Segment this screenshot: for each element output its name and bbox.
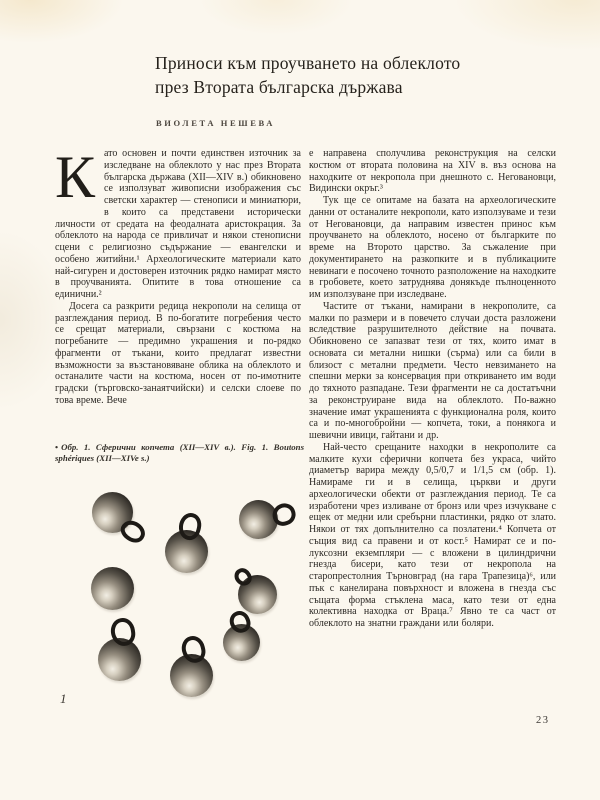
paragraph bbox=[55, 148, 301, 301]
left-column bbox=[55, 148, 301, 444]
paragraph: Тук ще се опитаме на базата на археологическите данни от останалите некрополи, като използуваме и тези от Неговановци, да направим известен принос към проучването на облеклото, носено от българките по време на Второто царство. За съжаление при документирането на разкопките и в публикациите невинаги е посочено точното разположение на находките в гробовете, което затруднява донякъде пълноценното им използуване при изследване. bbox=[309, 195, 556, 300]
spherical-button-photo-1 bbox=[92, 492, 133, 533]
author-name: ВИОЛЕТА НЕШЕВА bbox=[156, 118, 275, 128]
spherical-button-photo-5 bbox=[238, 575, 277, 614]
spherical-button-photo-2 bbox=[165, 530, 208, 573]
button-loop bbox=[117, 516, 149, 547]
spherical-button-photo-6 bbox=[98, 638, 141, 681]
button-loop bbox=[179, 634, 208, 666]
paragraph: Частите от тъкани, намирани в некрополите, са малки по размери и в повечето случаи доста разложени вследствие разрушителното действие на почвата. Обикновено се запазват тези от тях, които имат в основата си метални нишки (сърма) или са били в близост с метални предмети. Често невзимането на спешни мерки за консервация при откриването им води до тяхното разпадане. Тези фрагменти не са достатъчни за реконструиране вида на облеклото. По-важно значение имат украшенията с функционална роля, които са и по-многобройни — копчета, токи, а понякога и шевични ивици, гайтани и др. bbox=[309, 300, 556, 441]
title-line-1: Приноси към проучването на облеклото bbox=[155, 53, 461, 73]
paragraph: е направена сполучлива реконструкция на селски костюм от втората половина на XIV в. въз основа на находките от некропола при днешното с. Неговановци, Видински окръг.³ bbox=[309, 148, 556, 195]
figure-photo-buttons bbox=[55, 468, 305, 768]
paragraph-text: ато основен и почти единствен източник за изследване на облеклото у нас през Втората българска държава (XII—XIV в.) обикновено се използуват живописни изображения със светски характер — стенописи и миниатюри, в които са представени исторически личности от средата на феодалната аристокрация. За облеклото на народа се привличат и някои стенописни сцени с религиозно съдържание — евангелски и особено житийни.¹ Археологическите материали като най-сигурен и достоверен източник рядко намират място в проучванията. Опитите в това отношение са единични.² bbox=[55, 148, 301, 300]
spherical-button-photo-4 bbox=[91, 567, 134, 610]
figure-number: 1 bbox=[60, 691, 67, 706]
right-column bbox=[309, 148, 556, 733]
page-number: 23 bbox=[536, 715, 550, 726]
spherical-button-photo-3 bbox=[239, 500, 278, 539]
button-loop bbox=[176, 511, 204, 543]
article-title bbox=[155, 52, 560, 99]
button-loop bbox=[231, 565, 254, 589]
spherical-button-photo-8 bbox=[223, 624, 260, 661]
caption-bullet-icon: • bbox=[55, 442, 59, 452]
button-loop bbox=[109, 616, 137, 647]
paragraph: Най-често срещаните находки в некрополите са малките кухи сферични копчета без украса, чийто диаметър варира между 0,5/0,7 и 1/1,5 см (обр. 1). Намираме ги и в селища, църкви и други археологически обекти от разглеждания период. Те са изработени чрез изливане от бронз или чрез изчукване с ещек от медни или сребърни пластинки, рядко от злато. Някои от тях допълнително са позлатени.⁴ Копчета от същия вид са правени и от кост.⁵ Намират се и по-луксозни екземпляри — с вложени в цилиндрични гнезда бисери, като тези от некропола на старопрестолния Търновград (на гара Трапезица)⁶, или пък с канелирана повърхност и вложена в гнезда със същата форма стъклена маса, като тези от една колективна находка от Враца.⁷ Явно те са част от облеклото на знатни граждани или боляри. bbox=[309, 441, 556, 629]
figure-caption bbox=[55, 442, 304, 464]
drop-cap: К bbox=[55, 148, 96, 210]
button-loop bbox=[270, 501, 298, 528]
caption-text: Обр. 1. Сферични копчета (XII—XIV в.). Fig. 1. Boutons sphériques (XII—XIVe s.) bbox=[55, 442, 304, 463]
spherical-button-photo-7 bbox=[170, 654, 213, 697]
title-line-2: през Втората българска държава bbox=[155, 76, 403, 97]
paragraph: Досега са разкрити редица некрополи на селища от разглеждания период. В по-богатите погребения често се срещат материали, свързани с костюма на погребаните — предимно украшения и по-рядко фрагменти от тъкани, които предлагат известни възможности за възстановяване облика на облеклото и останалите части на костюма, носен от по-имотните градски (търговско-занаятчийски) и селски слоеве по това време. Вече bbox=[55, 300, 301, 406]
